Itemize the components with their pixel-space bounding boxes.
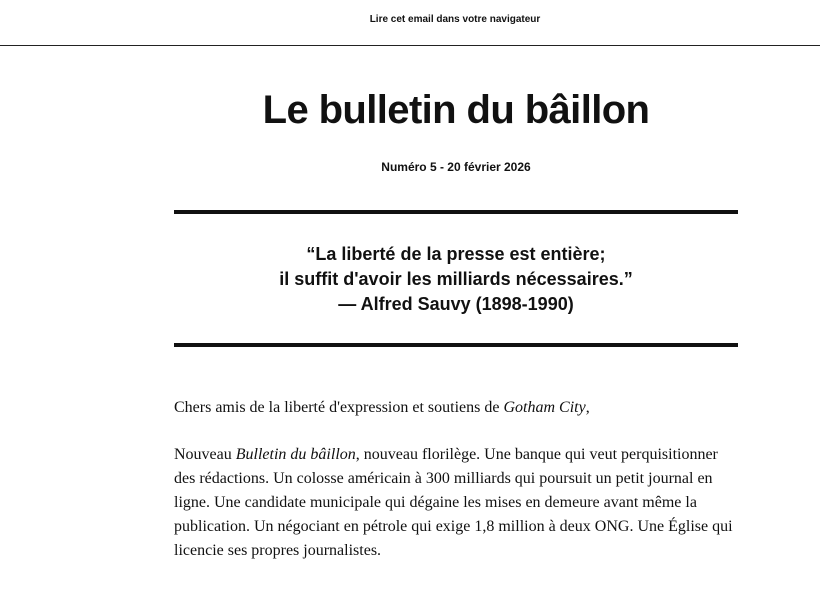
quote-line-2: il suffit d'avoir les milliards nécessaires.” — [279, 269, 633, 289]
issue-date: Numéro 5 - 20 février 2026 — [381, 160, 531, 174]
view-in-browser-link[interactable]: Lire cet email dans votre navigateur — [369, 14, 541, 25]
newsletter-title: Le bulletin du bâillon — [262, 88, 650, 132]
newsletter-body — [174, 396, 734, 586]
bulletin-name: Bulletin du bâillon — [235, 446, 356, 463]
quote-attribution: — Alfred Sauvy (1898-1990) — [338, 294, 574, 314]
greeting-paragraph: Chers amis de la liberté d'expression et soutiens de Gotham City, — [174, 399, 590, 416]
epigraph-quote — [174, 242, 738, 317]
intro-paragraph: Nouveau Bulletin du bâillon, nouveau florilège. Une banque qui veut perquisitionner des rédactions. Un colosse américain à 300 milliards qui poursuit un petit journal en ligne. Une candidate municipale qui dégaine les mises en demeure avant même la publication. Un négociant en pétrole qui exige 1,8 million à deux ONG. Une Église qui licencie ses propres journalistes. — [174, 446, 733, 559]
email-header-bar — [0, 0, 820, 46]
top-divider — [174, 210, 738, 214]
city-name: Gotham City — [503, 399, 586, 416]
quote-line-1: “La liberté de la presse est entière; — [306, 244, 606, 264]
bottom-divider — [174, 343, 738, 347]
